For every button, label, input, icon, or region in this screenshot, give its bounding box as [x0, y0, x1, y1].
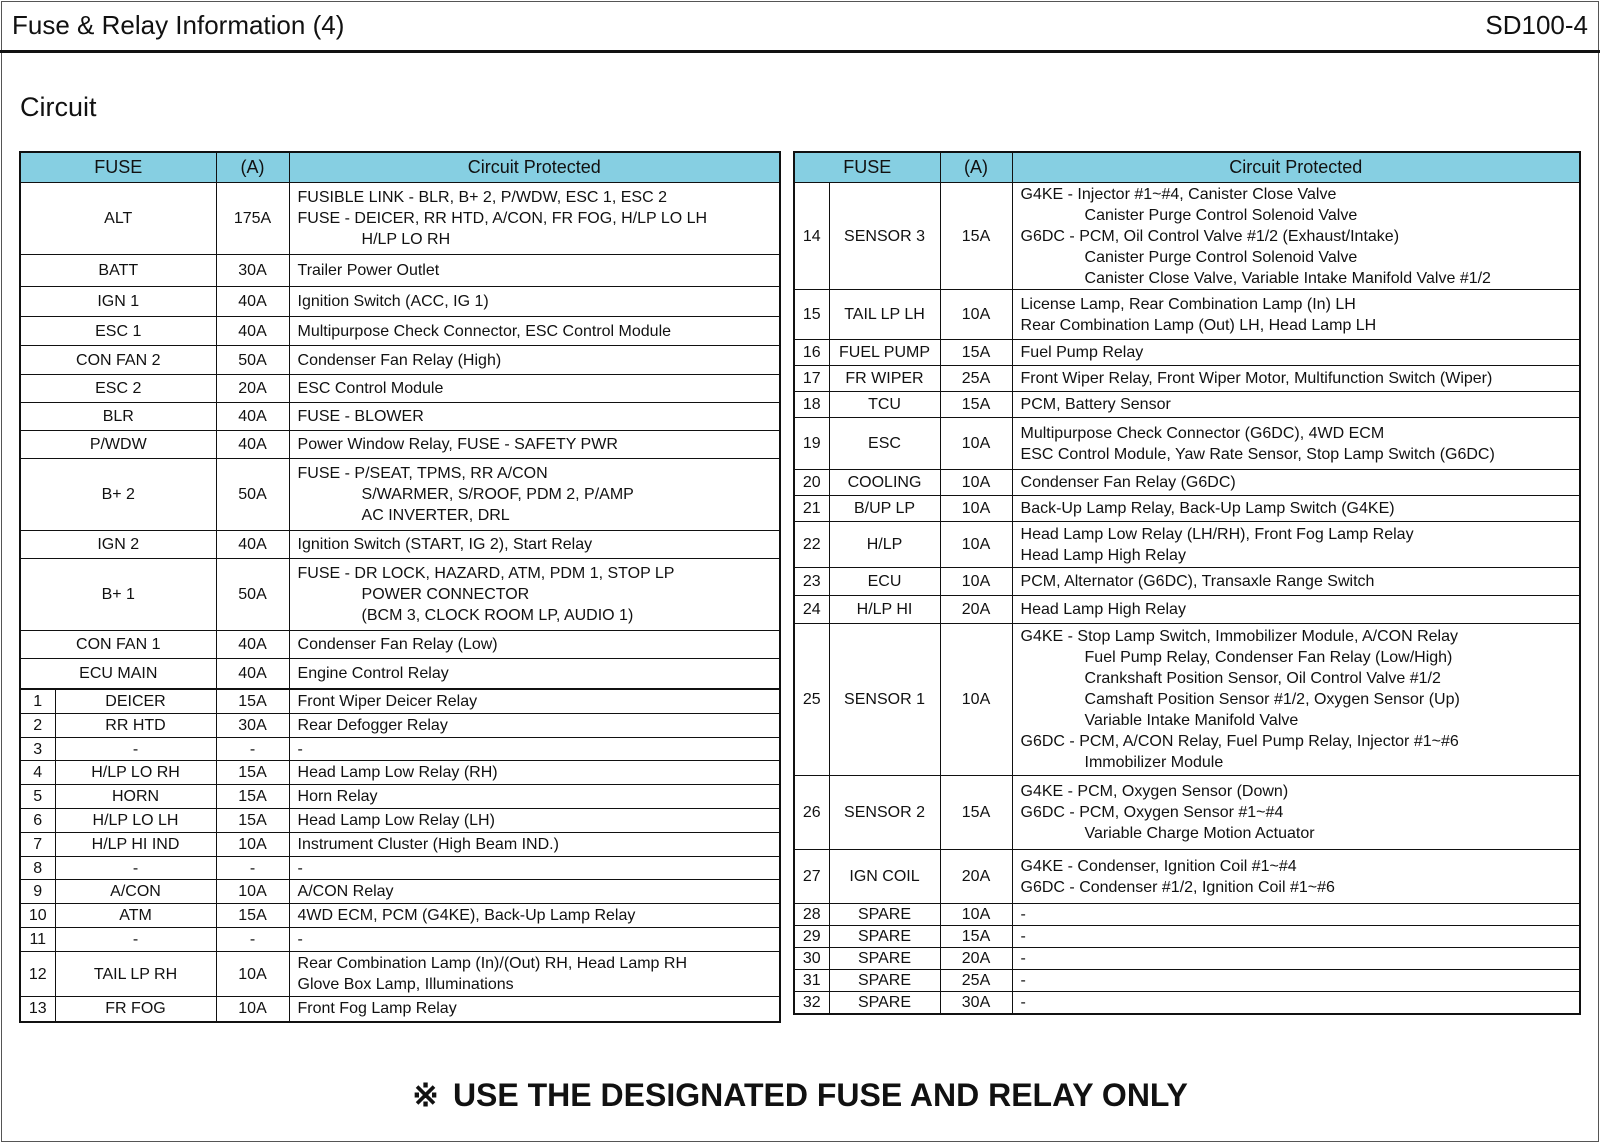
- fuse-number-cell: 14: [794, 183, 829, 290]
- amp-cell: 10A: [940, 290, 1012, 340]
- circuit-cell: [1012, 522, 1580, 568]
- fuse-number-cell: 1: [20, 689, 55, 714]
- table-row: [794, 904, 1580, 926]
- circuit-line: FUSE - DEICER, RR HTD, A/CON, FR FOG, H/LP LO LH: [297, 210, 708, 227]
- circuit-line: -: [1020, 906, 1026, 923]
- amp-cell: 10A: [940, 496, 1012, 522]
- circuit-cell: [289, 403, 780, 431]
- circuit-cell: [1012, 596, 1580, 624]
- table-row: [794, 340, 1580, 366]
- circuit-cell: [289, 904, 780, 928]
- fuse-number-cell: 10: [20, 904, 55, 928]
- circuit-line: G6DC - Condenser #1/2, Ignition Coil #1~#6: [1020, 878, 1335, 896]
- circuit-cell: [1012, 470, 1580, 496]
- table-row: [20, 183, 780, 255]
- fuse-name-cell: DEICER: [55, 689, 216, 714]
- circuit-line: Glove Box Lamp, Illuminations: [297, 976, 514, 993]
- fuse-number-cell: 23: [794, 568, 829, 596]
- fuse-number-cell: 15: [794, 290, 829, 340]
- fuse-number-cell: 29: [794, 926, 829, 948]
- circuit-cell: [289, 659, 780, 689]
- fuse-name-cell: ESC: [829, 418, 940, 470]
- circuit-cell: [289, 997, 780, 1022]
- circuit-cell: [289, 714, 780, 738]
- circuit-line: Rear Defogger Relay: [297, 717, 448, 734]
- circuit-column-header: Circuit Protected: [1012, 152, 1580, 183]
- fuse-name-cell: TAIL LP LH: [829, 290, 940, 340]
- table-row: [20, 928, 780, 952]
- table-row: [20, 459, 780, 531]
- circuit-line: Variable Intake Manifold Valve: [1084, 712, 1299, 729]
- amp-column-header: (A): [216, 152, 289, 183]
- circuit-cell: [289, 689, 780, 714]
- table-row: [794, 418, 1580, 470]
- amp-cell: 30A: [940, 992, 1012, 1015]
- circuit-line: Ignition Switch (START, IG 2), Start Relay: [297, 536, 593, 553]
- section-title: Circuit: [20, 92, 97, 122]
- amp-cell: 30A: [216, 714, 289, 738]
- table-row: [794, 290, 1580, 340]
- fuse-number-cell: 5: [20, 785, 55, 809]
- table-row: [20, 714, 780, 738]
- circuit-line: G4KE - Condenser, Ignition Coil #1~#4: [1020, 857, 1297, 875]
- table-row: [20, 738, 780, 761]
- circuit-line: Instrument Cluster (High Beam IND.): [297, 836, 559, 853]
- amp-cell: 50A: [216, 346, 289, 375]
- table-row: [794, 624, 1580, 776]
- fuse-number-cell: 26: [794, 776, 829, 850]
- amp-cell: 10A: [940, 470, 1012, 496]
- circuit-cell: [289, 183, 780, 255]
- table-row: [20, 809, 780, 833]
- circuit-line: License Lamp, Rear Combination Lamp (In) LH: [1020, 295, 1356, 313]
- table-row: [20, 904, 780, 928]
- circuit-cell: [1012, 418, 1580, 470]
- circuit-line: 4WD ECM, PCM (G4KE), Back-Up Lamp Relay: [297, 907, 636, 924]
- circuit-line: -: [1020, 950, 1026, 967]
- circuit-cell: [289, 631, 780, 659]
- amp-cell: 40A: [216, 317, 289, 346]
- circuit-cell: [1012, 904, 1580, 926]
- amp-cell: 15A: [940, 183, 1012, 290]
- amp-cell: 15A: [940, 776, 1012, 850]
- amp-cell: 20A: [940, 596, 1012, 624]
- table-row: [20, 997, 780, 1022]
- fuse-number-cell: 24: [794, 596, 829, 624]
- amp-cell: 20A: [940, 948, 1012, 970]
- circuit-cell: [1012, 568, 1580, 596]
- table-row: [794, 496, 1580, 522]
- table-row: [20, 785, 780, 809]
- fuse-name-cell: TAIL LP RH: [55, 952, 216, 997]
- fuse-name-cell: BLR: [20, 403, 216, 431]
- fuse-name-cell: FUEL PUMP: [829, 340, 940, 366]
- amp-cell: -: [216, 928, 289, 952]
- amp-cell: 50A: [216, 459, 289, 531]
- circuit-cell: [289, 459, 780, 531]
- circuit-line: -: [297, 740, 303, 758]
- circuit-cell: [289, 785, 780, 809]
- fuse-number-cell: 16: [794, 340, 829, 366]
- circuit-cell: [1012, 496, 1580, 522]
- amp-cell: 15A: [940, 392, 1012, 418]
- circuit-line: PCM, Battery Sensor: [1020, 396, 1171, 413]
- circuit-line: Head Lamp Low Relay (LH/RH), Front Fog Lamp Relay: [1020, 525, 1414, 543]
- circuit-cell: [289, 928, 780, 952]
- amp-cell: 20A: [216, 375, 289, 403]
- table-row: [794, 926, 1580, 948]
- fuse-name-cell: ESC 2: [20, 375, 216, 403]
- circuit-cell: [289, 952, 780, 997]
- fuse-number-cell: 20: [794, 470, 829, 496]
- fuse-name-cell: -: [55, 928, 216, 952]
- amp-cell: 10A: [216, 833, 289, 857]
- fuse-number-cell: 17: [794, 366, 829, 392]
- circuit-line: PCM, Alternator (G6DC), Transaxle Range Switch: [1020, 573, 1375, 590]
- table-row: [794, 776, 1580, 850]
- table-header-row: [20, 152, 780, 183]
- warning-text: USE THE DESIGNATED FUSE AND RELAY ONLY: [452, 1077, 1188, 1113]
- circuit-line: Back-Up Lamp Relay, Back-Up Lamp Switch (G4KE): [1020, 500, 1395, 517]
- circuit-line: POWER CONNECTOR: [361, 586, 530, 603]
- fuse-number-cell: 4: [20, 761, 55, 785]
- fuse-number-cell: 30: [794, 948, 829, 970]
- circuit-line: Condenser Fan Relay (High): [297, 351, 502, 369]
- table-row: [20, 255, 780, 287]
- circuit-cell: [289, 287, 780, 317]
- fuse-number-cell: 13: [20, 997, 55, 1022]
- amp-cell: 15A: [216, 785, 289, 809]
- fuse-name-cell: B/UP LP: [829, 496, 940, 522]
- fuse-name-cell: A/CON: [55, 880, 216, 904]
- circuit-line: H/LP LO RH: [361, 231, 451, 248]
- table-row: [794, 948, 1580, 970]
- fuse-name-cell: SENSOR 3: [829, 183, 940, 290]
- circuit-cell: [289, 738, 780, 761]
- circuit-line: Ignition Switch (ACC, IG 1): [297, 293, 489, 310]
- table-row: [20, 952, 780, 997]
- fuse-name-cell: HORN: [55, 785, 216, 809]
- warning-footer: [0, 1076, 1600, 1114]
- amp-cell: 10A: [940, 904, 1012, 926]
- fuse-number-cell: 3: [20, 738, 55, 761]
- circuit-cell: [289, 857, 780, 880]
- amp-cell: 15A: [940, 926, 1012, 948]
- circuit-cell: [289, 255, 780, 287]
- circuit-line: -: [1020, 994, 1026, 1011]
- table-row: [20, 689, 780, 714]
- fuse-name-cell: SENSOR 2: [829, 776, 940, 850]
- fuse-name-cell: FR WIPER: [829, 366, 940, 392]
- circuit-line: -: [1020, 928, 1026, 945]
- fuse-column-header: FUSE: [20, 152, 216, 183]
- circuit-line: G6DC - PCM, Oil Control Valve #1/2 (Exhaust/Intake): [1020, 227, 1400, 245]
- circuit-cell: [1012, 290, 1580, 340]
- circuit-line: G6DC - PCM, Oxygen Sensor #1~#4: [1020, 804, 1284, 821]
- fuse-number-cell: 21: [794, 496, 829, 522]
- table-row: [20, 375, 780, 403]
- table-row: [20, 317, 780, 346]
- circuit-line: (BCM 3, CLOCK ROOM LP, AUDIO 1): [361, 607, 634, 624]
- fuse-name-cell: H/LP HI IND: [55, 833, 216, 857]
- table-row: [794, 596, 1580, 624]
- circuit-line: Head Lamp High Relay: [1020, 601, 1186, 618]
- circuit-line: Multipurpose Check Connector, ESC Control Module: [297, 322, 672, 340]
- page-header: [0, 0, 1600, 53]
- amp-cell: 40A: [216, 631, 289, 659]
- table-row: [794, 183, 1580, 290]
- circuit-line: G6DC - PCM, A/CON Relay, Fuel Pump Relay, Injector #1~#6: [1020, 733, 1459, 750]
- circuit-line: Fuel Pump Relay: [1020, 344, 1144, 361]
- table-row: [794, 470, 1580, 496]
- circuit-line: AC INVERTER, DRL: [361, 507, 510, 524]
- circuit-line: Rear Combination Lamp (Out) LH, Head Lamp LH: [1020, 316, 1377, 334]
- fuse-name-cell: -: [55, 738, 216, 761]
- fuse-number-cell: 22: [794, 522, 829, 568]
- table-row: [20, 833, 780, 857]
- fuse-name-cell: H/LP HI: [829, 596, 940, 624]
- fuse-number-cell: 7: [20, 833, 55, 857]
- circuit-cell: [289, 431, 780, 459]
- circuit-line: Multipurpose Check Connector (G6DC), 4WD ECM: [1020, 424, 1385, 442]
- fuse-number-cell: 11: [20, 928, 55, 952]
- circuit-cell: [1012, 183, 1580, 290]
- page-code: SD100-4: [1485, 10, 1588, 40]
- fuse-name-cell: ECU: [829, 568, 940, 596]
- circuit-line: FUSE - P/SEAT, TPMS, RR A/CON: [297, 465, 548, 482]
- table-row: [794, 392, 1580, 418]
- table-row: [794, 522, 1580, 568]
- amp-column-header: (A): [940, 152, 1012, 183]
- table-row: [20, 531, 780, 559]
- circuit-cell: [289, 559, 780, 631]
- amp-cell: 40A: [216, 659, 289, 689]
- amp-cell: -: [216, 857, 289, 880]
- table-row: [20, 559, 780, 631]
- table-row: [794, 850, 1580, 904]
- circuit-cell: [1012, 366, 1580, 392]
- amp-cell: 10A: [216, 880, 289, 904]
- circuit-line: ESC Control Module: [297, 380, 444, 397]
- circuit-cell: [289, 880, 780, 904]
- circuit-line: -: [297, 859, 303, 877]
- circuit-column-header: Circuit Protected: [289, 152, 780, 183]
- reference-mark-icon: ※: [412, 1077, 439, 1113]
- circuit-cell: [289, 833, 780, 857]
- amp-cell: 25A: [940, 970, 1012, 992]
- circuit-line: Canister Purge Control Solenoid Valve: [1084, 248, 1358, 266]
- fuse-number-cell: 25: [794, 624, 829, 776]
- fuse-name-cell: RR HTD: [55, 714, 216, 738]
- circuit-line: FUSE - BLOWER: [297, 408, 424, 425]
- circuit-cell: [1012, 850, 1580, 904]
- fuse-name-cell: CON FAN 1: [20, 631, 216, 659]
- circuit-cell: [289, 346, 780, 375]
- fuse-name-cell: SPARE: [829, 904, 940, 926]
- fuse-number-cell: 27: [794, 850, 829, 904]
- circuit-cell: [1012, 992, 1580, 1015]
- fuse-name-cell: TCU: [829, 392, 940, 418]
- circuit-line: Head Lamp High Relay: [1020, 546, 1186, 564]
- fuse-column-header: FUSE: [794, 152, 940, 183]
- fuse-number-cell: 28: [794, 904, 829, 926]
- fuse-number-cell: 9: [20, 880, 55, 904]
- circuit-cell: [289, 375, 780, 403]
- circuit-line: Front Wiper Deicer Relay: [297, 692, 478, 710]
- amp-cell: 15A: [216, 689, 289, 714]
- table-row: [794, 970, 1580, 992]
- fuse-name-cell: CON FAN 2: [20, 346, 216, 375]
- fuse-name-cell: B+ 1: [20, 559, 216, 631]
- table-row: [794, 992, 1580, 1015]
- fuse-name-cell: SPARE: [829, 948, 940, 970]
- right-fuse-table: [793, 151, 1581, 1015]
- table-row: [20, 287, 780, 317]
- circuit-line: A/CON Relay: [297, 883, 394, 900]
- circuit-cell: [1012, 776, 1580, 850]
- circuit-line: Horn Relay: [297, 788, 378, 805]
- left-fuse-table: [19, 151, 781, 1023]
- table-row: [20, 857, 780, 880]
- circuit-line: Head Lamp Low Relay (RH): [297, 764, 498, 781]
- fuse-name-cell: P/WDW: [20, 431, 216, 459]
- fuse-number-cell: 32: [794, 992, 829, 1015]
- table-row: [794, 366, 1580, 392]
- fuse-name-cell: SPARE: [829, 992, 940, 1015]
- fuse-name-cell: H/LP LO RH: [55, 761, 216, 785]
- circuit-line: Front Fog Lamp Relay: [297, 1000, 457, 1018]
- circuit-line: Engine Control Relay: [297, 664, 449, 682]
- fuse-name-cell: IGN COIL: [829, 850, 940, 904]
- amp-cell: 40A: [216, 531, 289, 559]
- circuit-line: G4KE - Stop Lamp Switch, Immobilizer Module, A/CON Relay: [1020, 628, 1459, 645]
- fuse-number-cell: 12: [20, 952, 55, 997]
- amp-cell: 10A: [216, 997, 289, 1022]
- fuse-number-cell: 8: [20, 857, 55, 880]
- amp-cell: 40A: [216, 287, 289, 317]
- circuit-line: Condenser Fan Relay (G6DC): [1020, 474, 1236, 491]
- table-row: [20, 761, 780, 785]
- fuse-name-cell: ESC 1: [20, 317, 216, 346]
- circuit-line: Condenser Fan Relay (Low): [297, 636, 498, 653]
- fuse-name-cell: H/LP: [829, 522, 940, 568]
- circuit-line: Trailer Power Outlet: [297, 262, 440, 279]
- table-row: [20, 880, 780, 904]
- circuit-line: Crankshaft Position Sensor, Oil Control Valve #1/2: [1084, 670, 1441, 687]
- circuit-cell: [1012, 340, 1580, 366]
- amp-cell: 15A: [216, 809, 289, 833]
- circuit-line: Variable Charge Motion Actuator: [1084, 825, 1315, 842]
- amp-cell: 10A: [940, 624, 1012, 776]
- amp-cell: 30A: [216, 255, 289, 287]
- amp-cell: -: [216, 738, 289, 761]
- table-row: [20, 431, 780, 459]
- circuit-cell: [1012, 624, 1580, 776]
- circuit-line: S/WARMER, S/ROOF, PDM 2, P/AMP: [361, 486, 634, 503]
- fuse-name-cell: -: [55, 857, 216, 880]
- fuse-name-cell: ECU MAIN: [20, 659, 216, 689]
- amp-cell: 50A: [216, 559, 289, 631]
- amp-cell: 15A: [216, 904, 289, 928]
- table-row: [794, 568, 1580, 596]
- fuse-name-cell: IGN 2: [20, 531, 216, 559]
- circuit-line: Immobilizer Module: [1084, 754, 1224, 771]
- circuit-line: G4KE - PCM, Oxygen Sensor (Down): [1020, 783, 1289, 800]
- circuit-line: G4KE - Injector #1~#4, Canister Close Valve: [1020, 185, 1337, 203]
- amp-cell: 40A: [216, 403, 289, 431]
- fuse-name-cell: COOLING: [829, 470, 940, 496]
- table-row: [20, 659, 780, 689]
- fuse-name-cell: H/LP LO LH: [55, 809, 216, 833]
- amp-cell: 15A: [216, 761, 289, 785]
- amp-cell: 175A: [216, 183, 289, 255]
- circuit-cell: [289, 531, 780, 559]
- circuit-line: Head Lamp Low Relay (LH): [297, 812, 495, 829]
- fuse-name-cell: IGN 1: [20, 287, 216, 317]
- circuit-line: Canister Close Valve, Variable Intake Manifold Valve #1/2: [1084, 269, 1491, 287]
- circuit-line: Canister Purge Control Solenoid Valve: [1084, 206, 1358, 224]
- circuit-cell: [1012, 948, 1580, 970]
- circuit-line: -: [1020, 972, 1026, 989]
- fuse-number-cell: 18: [794, 392, 829, 418]
- table-row: [20, 403, 780, 431]
- amp-cell: 10A: [940, 522, 1012, 568]
- table-row: [20, 631, 780, 659]
- page-title: Fuse & Relay Information (4): [12, 10, 345, 40]
- fuse-number-cell: 6: [20, 809, 55, 833]
- amp-cell: 40A: [216, 431, 289, 459]
- circuit-line: Power Window Relay, FUSE - SAFETY PWR: [297, 436, 618, 453]
- fuse-name-cell: BATT: [20, 255, 216, 287]
- circuit-cell: [289, 761, 780, 785]
- amp-cell: 10A: [940, 568, 1012, 596]
- circuit-line: Rear Combination Lamp (In)/(Out) RH, Head Lamp RH: [297, 955, 687, 972]
- circuit-line: FUSE - DR LOCK, HAZARD, ATM, PDM 1, STOP LP: [297, 565, 675, 582]
- circuit-cell: [289, 317, 780, 346]
- circuit-line: ESC Control Module, Yaw Rate Sensor, Stop Lamp Switch (G6DC): [1020, 445, 1495, 463]
- circuit-cell: [1012, 926, 1580, 948]
- amp-cell: 15A: [940, 340, 1012, 366]
- circuit-line: Camshaft Position Sensor #1/2, Oxygen Sensor (Up): [1084, 691, 1460, 708]
- amp-cell: 10A: [216, 952, 289, 997]
- circuit-line: -: [297, 931, 303, 948]
- fuse-name-cell: SENSOR 1: [829, 624, 940, 776]
- fuse-name-cell: SPARE: [829, 970, 940, 992]
- table-row: [20, 346, 780, 375]
- table-header-row: [794, 152, 1580, 183]
- circuit-line: FUSIBLE LINK - BLR, B+ 2, P/WDW, ESC 1, ESC 2: [297, 189, 667, 206]
- circuit-cell: [289, 809, 780, 833]
- circuit-line: Fuel Pump Relay, Condenser Fan Relay (Low/High): [1084, 649, 1453, 666]
- fuse-name-cell: ATM: [55, 904, 216, 928]
- fuse-number-cell: 19: [794, 418, 829, 470]
- amp-cell: 20A: [940, 850, 1012, 904]
- fuse-name-cell: ALT: [20, 183, 216, 255]
- circuit-cell: [1012, 392, 1580, 418]
- fuse-name-cell: FR FOG: [55, 997, 216, 1022]
- amp-cell: 25A: [940, 366, 1012, 392]
- fuse-name-cell: SPARE: [829, 926, 940, 948]
- fuse-name-cell: B+ 2: [20, 459, 216, 531]
- fuse-number-cell: 31: [794, 970, 829, 992]
- fuse-number-cell: 2: [20, 714, 55, 738]
- amp-cell: 10A: [940, 418, 1012, 470]
- circuit-line: Front Wiper Relay, Front Wiper Motor, Multifunction Switch (Wiper): [1020, 370, 1493, 387]
- circuit-cell: [1012, 970, 1580, 992]
